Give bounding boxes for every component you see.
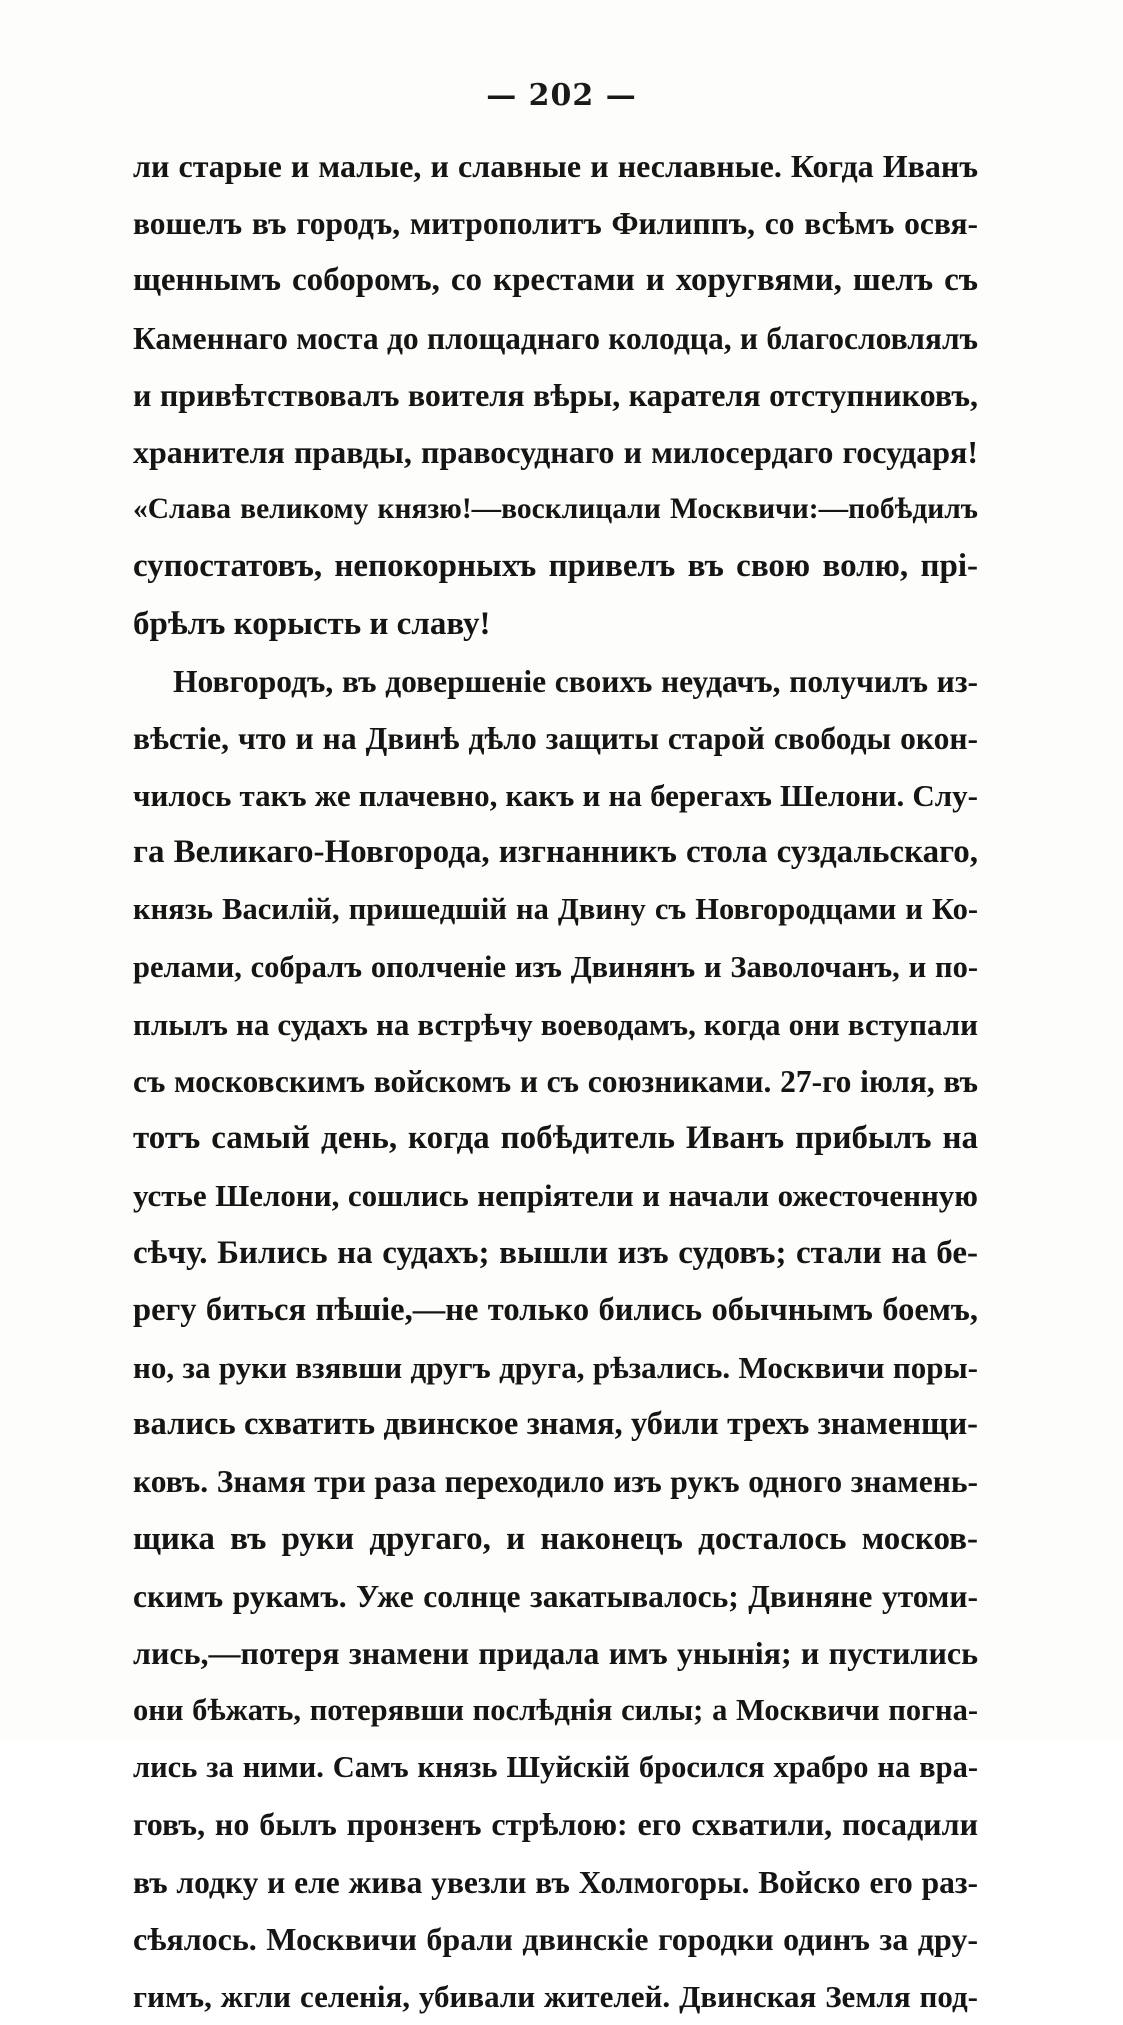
text-line: хранителя правды, правосуднаго и милосердаго государя! — [133, 433, 978, 470]
text-line: тотъ самый день, когда побѣдитель Иванъ прибылъ на — [133, 1120, 978, 1157]
text-line: Новгородъ, въ довершеніе своихъ неудачъ, получилъ из- — [173, 663, 978, 699]
text-line: брѣлъ корысть и славу! — [133, 605, 491, 642]
text-line: скимъ рукамъ. Уже солнце закатывалось; Двиняне утоми- — [133, 1578, 978, 1614]
text-line: говъ, но былъ пронзенъ стрѣлою: его схватили, посадили — [133, 1806, 978, 1843]
text-line: съ московскимъ войскомъ и съ союзниками. 27-го іюля, въ — [133, 1064, 978, 1099]
text-line: князь Василій, пришедшій на Двину съ Новгородцами и Ко- — [133, 892, 978, 927]
text-line: плылъ на судахъ на встрѣчу воеводамъ, когда они вступали — [133, 1006, 978, 1042]
text-line: чилось такъ же плачевно, какъ и на берегахъ Шелони. Слу- — [133, 778, 978, 814]
text-line: сѣялось. Москвичи брали двинскіе городки одинъ за дру- — [133, 1920, 978, 1957]
text-line: регу биться пѣшіе,—не только бились обычнымъ боемъ, — [133, 1291, 978, 1328]
text-line: супостатовъ, непокорныхъ привелъ въ свою волю, прі- — [133, 548, 978, 585]
text-line: вались схватить двинское знамя, убили трехъ знаменщи- — [133, 1406, 978, 1443]
text-line: ли старые и малые, и славные и неславные. Когда Иванъ — [133, 148, 978, 184]
paragraph — [133, 653, 978, 2025]
text-line: устье Шелони, сошлись непріятели и начали ожесточенную — [133, 1178, 978, 1214]
text-line: но, за руки взявши другъ друга, рѣзались. Москвичи поры- — [133, 1349, 978, 1385]
text-line: ковъ. Знамя три раза переходило изъ рукъ одного знамень- — [133, 1464, 978, 1500]
text-line: въ лодку и еле жива увезли въ Холмогоры. Войско его раз- — [133, 1864, 978, 1900]
text-line: вошелъ въ городъ, митрополитъ Филиппъ, со всѣмъ освя- — [133, 206, 978, 242]
text-line: релами, собралъ ополченіе изъ Двинянъ и Заволочанъ, и по- — [133, 949, 978, 984]
text-line: они бѣжать, потерявши послѣднія силы; а Москвичи погна- — [133, 1693, 978, 1728]
text-line: лись за ними. Самъ князь Шуйскій бросился храбро на вра- — [133, 1750, 978, 1785]
text-line: гимъ, жгли селенія, убивали жителей. Двинская Земля под- — [133, 1979, 978, 2014]
text-line: лись,—потеря знамени придала имъ унынія; и пустились — [133, 1634, 978, 1671]
page-number: — 202 — — [486, 78, 637, 113]
text-line: щика въ руки другаго, и наконецъ досталось москов- — [133, 1520, 978, 1557]
text-line: сѣчу. Бились на судахъ; вышли изъ судовъ; стали на бе- — [133, 1234, 978, 1271]
text-line: «Слава великому князю!—восклицали Москвичи:—побѣдилъ — [133, 493, 978, 526]
text-line: вѣстіе, что и на Двинѣ дѣло защиты старой свободы окон- — [133, 720, 978, 756]
paragraph — [133, 138, 978, 653]
text-line: Каменнаго моста до площаднаго колодца, и благословлялъ — [133, 320, 978, 356]
text-line: и привѣтствовалъ воителя вѣры, карателя отступниковъ, — [133, 376, 978, 413]
text-line: щеннымъ соборомъ, со крестами и хоругвями, шелъ съ — [133, 262, 978, 299]
text-line: га Великаго-Новгорода, изгнанникъ стола суздальскаго, — [133, 834, 978, 871]
